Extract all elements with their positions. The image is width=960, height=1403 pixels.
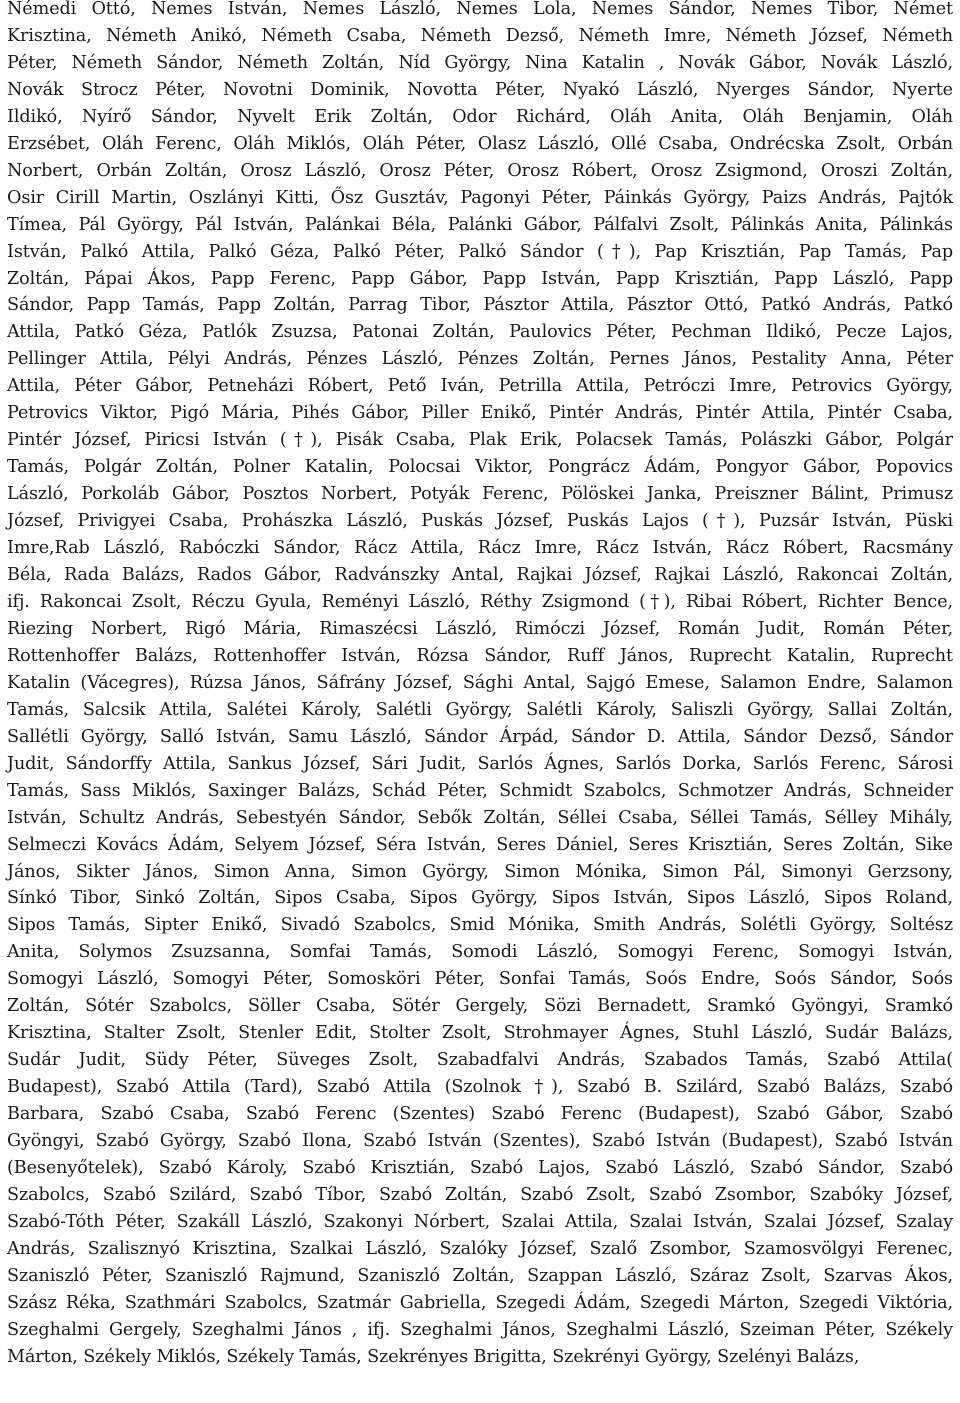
text-line: Péter, Németh Sándor, Németh Zoltán, Níd György, Nina Katalin , Novák Gábor, Novák László, <box>7 52 953 73</box>
text-line: Budapest), Szabó Attila (Tard), Szabó Attila (Szolnok †), Szabó B. Szilárd, Szabó Balázs, Szabó <box>7 1077 953 1098</box>
text-line: Ildikó, Nyírő Sándor, Nyvelt Erik Zoltán, Odor Richárd, Oláh Anita, Oláh Benjamin, Oláh <box>7 106 953 127</box>
text-line: Sándor, Papp Tamás, Papp Zoltán, Parrag Tibor, Pásztor Attila, Pásztor Ottó, Patkó András, Patkó <box>7 295 953 316</box>
text-line: Novák Strocz Péter, Novotni Dominik, Novotta Péter, Nyakó László, Nyerges Sándor, Nyerte <box>7 79 953 100</box>
text-line: Selmeczi Kovács Ádám, Selyem József, Séra István, Seres Dániel, Seres Krisztián, Seres Zoltán, Sike <box>7 834 953 855</box>
text-line: Norbert, Orbán Zoltán, Orosz László, Orosz Péter, Orosz Róbert, Orosz Zsigmond, Oroszi Zoltán, <box>7 160 953 181</box>
text-line: Gyöngyi, Szabó György, Szabó Ilona, Szabó István (Szentes), Szabó István (Budapest), Szabó István <box>7 1131 953 1152</box>
text-line: (Besenyőtelek), Szabó Károly, Szabó Krisztián, Szabó Lajos, Szabó László, Szabó Sándor, Szabó <box>7 1157 953 1178</box>
text-line: Szaniszló Péter, Szaniszló Rajmund, Szaniszló Zoltán, Szappan László, Száraz Zsolt, Szarvas Ákos, <box>7 1265 953 1286</box>
text-line: István, Palkó Attila, Palkó Géza, Palkó Péter, Palkó Sándor (†), Pap Krisztián, Pap Tamás, Pap <box>7 241 953 262</box>
text-line: Béla, Rada Balázs, Rados Gábor, Radvánszky Antal, Rajkai József, Rajkai László, Rakoncai Zoltán, <box>7 565 953 586</box>
text-line: Sínkó Tibor, Sinkó Zoltán, Sipos Csaba, Sipos György, Sipos István, Sipos László, Sipos Roland, <box>7 888 953 909</box>
text-line: Sipos Tamás, Sipter Enikő, Sivadó Szabolcs, Smid Mónika, Smith András, Solétli György, Soltész <box>7 915 953 936</box>
text-line: Tamás, Salcsik Attila, Salétei Károly, Salétli György, Salétli Károly, Saliszli György, Sallai Zoltán, <box>7 699 953 720</box>
text-line: Sallétli György, Salló István, Samu László, Sándor Árpád, Sándor D. Attila, Sándor Dezső, Sándor <box>7 726 953 747</box>
text-line: Szabó-Tóth Péter, Szakáll László, Szakonyi Nórbert, Szalai Attila, Szalai István, Szalai József, Szalay <box>7 1211 953 1232</box>
text-line: Krisztina, Stalter Zsolt, Stenler Edit, Stolter Zsolt, Strohmayer Ágnes, Stuhl László, Sudár Balázs, <box>7 1023 953 1044</box>
text-line: Riezing Norbert, Rigó Mária, Rimaszécsi László, Rimóczi József, Román Judit, Román Péter, <box>7 618 953 639</box>
text-line: Attila, Patkó Géza, Patlók Zsuzsa, Patonai Zoltán, Paulovics Péter, Pechman Ildikó, Pecze Lajos, <box>7 322 953 343</box>
text-line: Rottenhoffer Balázs, Rottenhoffer István, Rózsa Sándor, Ruff János, Ruprecht Katalin, Ruprecht <box>7 645 953 666</box>
text-line: Szász Réka, Szathmári Szabolcs, Szatmár Gabriella, Szegedi Ádám, Szegedi Márton, Szegedi Viktória, <box>7 1292 953 1313</box>
text-line: Imre,Rab László, Rabóczki Sándor, Rácz Attila, Rácz Imre, Rácz István, Rácz Róbert, Racsmány <box>7 538 953 559</box>
text-line: Krisztina, Németh Anikó, Németh Csaba, Németh Dezső, Németh Imre, Németh József, Németh <box>7 25 953 46</box>
text-line: Katalin (Vácegres), Rúzsa János, Sáfrány József, Sághi Antal, Sajgó Emese, Salamon Endre, Salamon <box>7 672 953 693</box>
text-line: Tamás, Sass Miklós, Saxinger Balázs, Schád Péter, Schmidt Szabolcs, Schmotzer András, Schneider <box>7 780 953 801</box>
text-line: ifj. Rakoncai Zsolt, Réczu Gyula, Reményi László, Réthy Zsigmond (†), Ribai Róbert, Richter Bence, <box>7 591 953 612</box>
text-line: Zoltán, Sótér Szabolcs, Söller Csaba, Sötér Gergely, Sözi Bernadett, Sramkó Gyöngyi, Sramkó <box>7 996 953 1017</box>
text-line: Szabolcs, Szabó Szilárd, Szabó Tíbor, Szabó Zoltán, Szabó Zsolt, Szabó Zsombor, Szabóky József, <box>7 1184 953 1205</box>
text-line: Tímea, Pál György, Pál István, Palánkai Béla, Palánki Gábor, Pálfalvi Zsolt, Pálinkás Anita, Pálinkás <box>7 214 953 235</box>
text-line: Somogyi László, Somogyi Péter, Somosköri Péter, Sonfai Tamás, Soós Endre, Soós Sándor, Soós <box>7 969 953 990</box>
text-line: Sudár Judit, Südy Péter, Süveges Zsolt, Szabadfalvi András, Szabados Tamás, Szabó Attila( <box>7 1050 953 1071</box>
text-line: Némedi Ottó, Nemes István, Nemes László, Nemes Lola, Nemes Sándor, Nemes Tibor, Német <box>7 0 953 19</box>
text-line: Judit, Sándorffy Attila, Sankus József, Sári Judit, Sarlós Ágnes, Sarlós Dorka, Sarlós Ferenc, Sárosi <box>7 753 953 774</box>
text-line: Pintér József, Piricsi István (†), Pisák Csaba, Plak Erik, Polacsek Tamás, Polászki Gábor, Polgár <box>7 430 953 451</box>
text-line: Erzsébet, Oláh Ferenc, Oláh Miklós, Oláh Péter, Olasz László, Ollé Csaba, Ondrécska Zsolt, Orbán <box>7 133 953 154</box>
text-line: Petrovics Viktor, Pigó Mária, Pihés Gábor, Piller Enikő, Pintér András, Pintér Attila, Pintér Csaba, <box>7 403 953 424</box>
text-line: András, Szalisznyó Krisztina, Szalkai László, Szalóky József, Szalő Zsombor, Szamosvölgyi Ferenec, <box>7 1238 953 1259</box>
text-line: Márton, Székely Miklós, Székely Tamás, Szekrényes Brigitta, Szekrényi György, Szelényi Balázs, <box>7 1346 860 1367</box>
text-line: Anita, Solymos Zsuzsanna, Somfai Tamás, Somodi László, Somogyi Ferenc, Somogyi István, <box>7 942 953 963</box>
text-line: László, Porkoláb Gábor, Posztos Norbert, Potyák Ferenc, Pölöskei Janka, Preiszner Bálint, Primusz <box>7 484 953 505</box>
text-line: Pellinger Attila, Pélyi András, Pénzes László, Pénzes Zoltán, Pernes János, Pestality Anna, Péter <box>7 349 953 370</box>
text-line: József, Privigyei Csaba, Prohászka László, Puskás József, Puskás Lajos (†), Puzsár István, Püski <box>7 511 953 532</box>
text-line: Osir Cirill Martin, Oszlányi Kitti, Ősz Gusztáv, Pagonyi Péter, Páinkás György, Paizs András, Pajtók <box>7 187 953 208</box>
text-line: János, Sikter János, Simon Anna, Simon György, Simon Mónika, Simon Pál, Simonyi Gerzsony, <box>7 861 953 882</box>
text-line: Barbara, Szabó Csaba, Szabó Ferenc (Szentes) Szabó Ferenc (Budapest), Szabó Gábor, Szabó <box>7 1104 953 1125</box>
text-line: Zoltán, Pápai Ákos, Papp Ferenc, Papp Gábor, Papp István, Papp Krisztián, Papp László, Papp <box>7 268 953 289</box>
text-line: Attila, Péter Gábor, Petneházi Róbert, Pető Iván, Petrilla Attila, Petróczi Imre, Petrovics György, <box>7 376 953 397</box>
text-line: István, Schultz András, Sebestyén Sándor, Sebők Zoltán, Séllei Csaba, Séllei Tamás, Sélley Mihály, <box>7 807 953 828</box>
text-line: Tamás, Polgár Zoltán, Polner Katalin, Polocsai Viktor, Pongrácz Ádám, Pongyor Gábor, Popovics <box>7 457 953 478</box>
text-line: Szeghalmi Gergely, Szeghalmi János , ifj. Szeghalmi János, Szeghalmi László, Szeiman Péter, Székely <box>7 1319 953 1340</box>
name-list-paragraph <box>7 0 953 1371</box>
